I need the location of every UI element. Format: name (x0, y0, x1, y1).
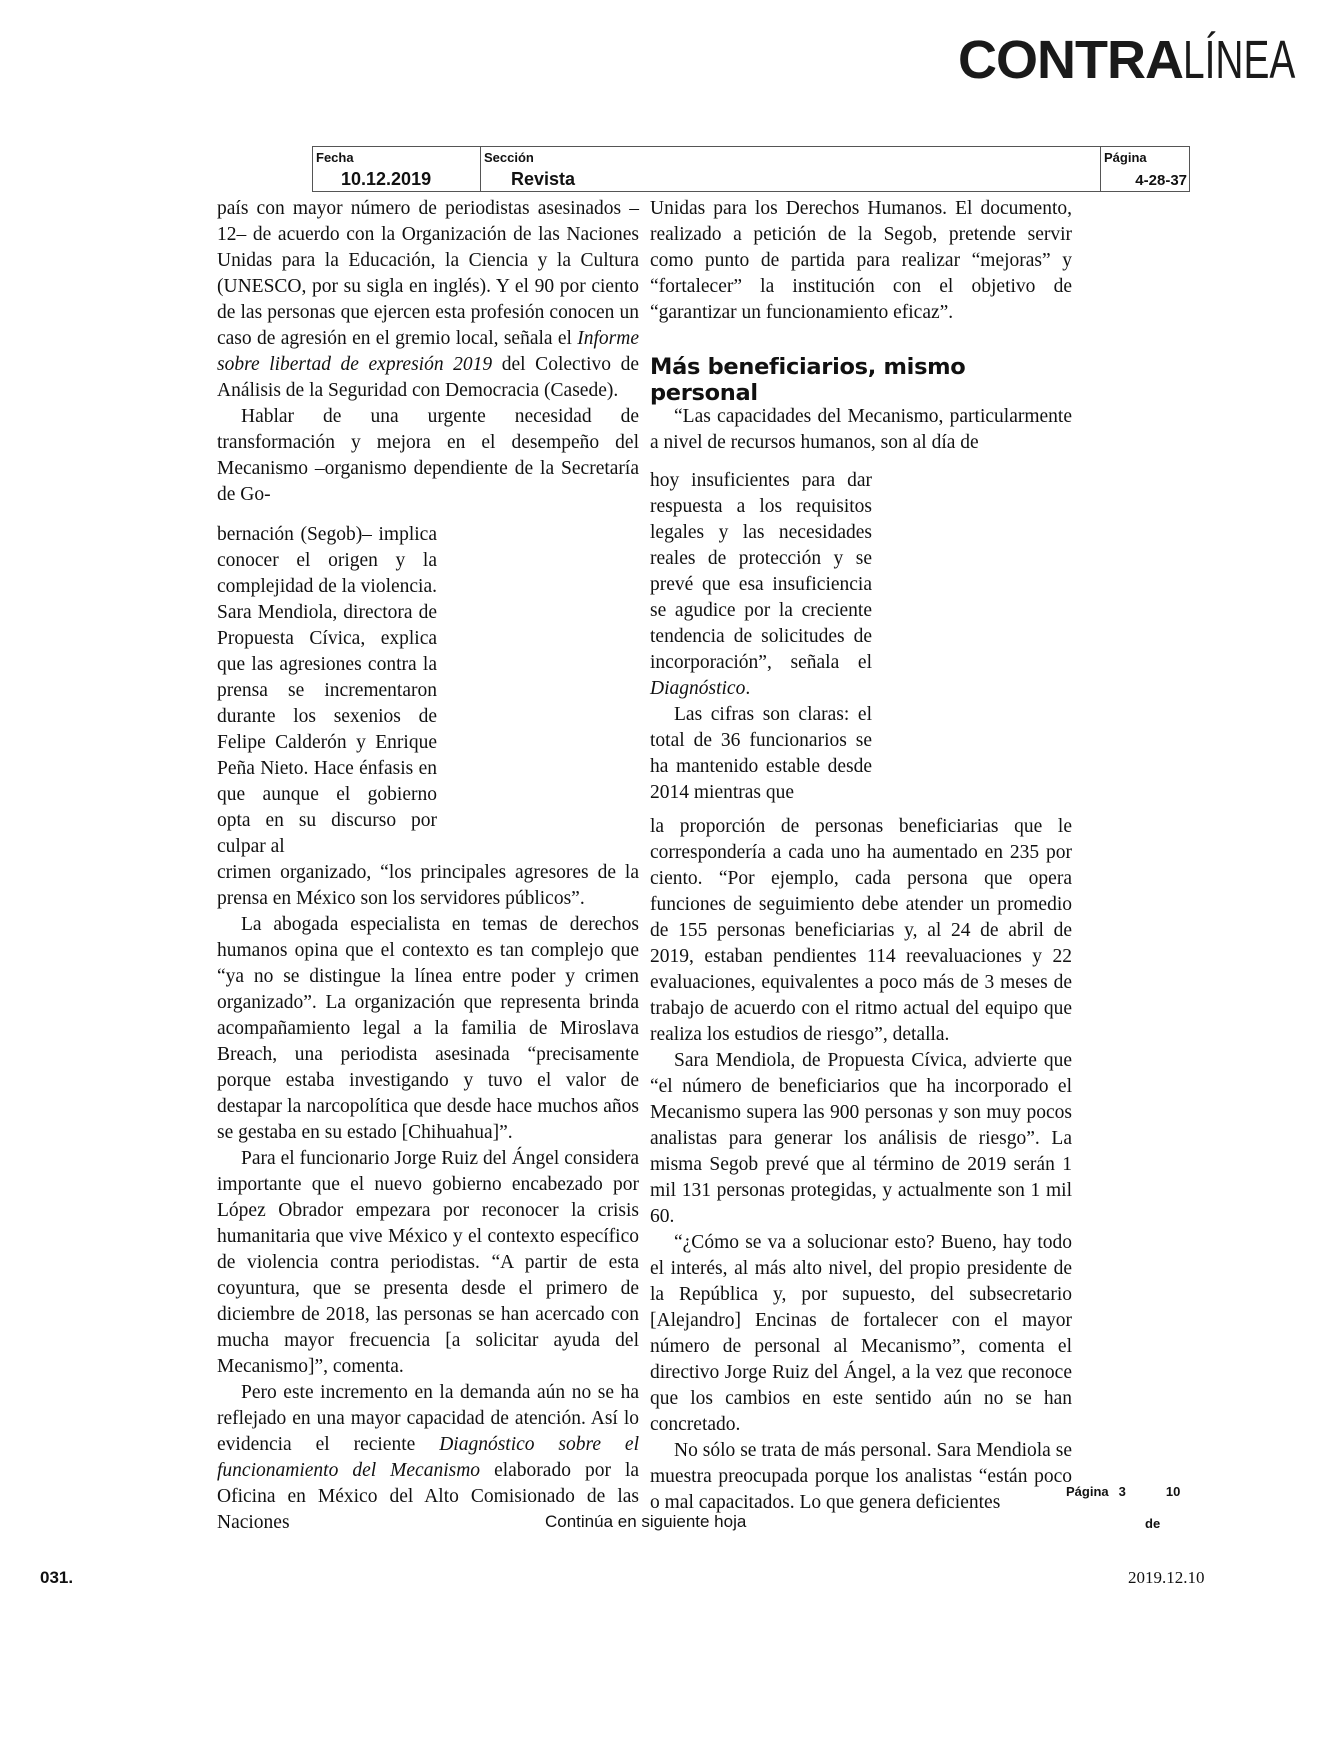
seccion-cell (481, 147, 1101, 191)
page-counter (1066, 1484, 1180, 1499)
paragraph: Pero este incremento en la demanda aún no se ha reflejado en una mayor capacidad de atención. Así lo evidencia el reciente Diagnóstico sobre el funcionamiento del Mecanismo elaborado por la Oficina en México del Alto Comisionado de las Naciones (217, 1382, 640, 1533)
article-col1-top (217, 196, 639, 508)
document-code: 031. (40, 1568, 74, 1587)
paragraph: hoy insuficientes para dar respuesta a los requisitos legales y las necesidades reales de protección y se prevé que esa insuficiencia se agudice por la creciente tendencia de solicitudes de incorporación”, señala el Diagnóstico. (650, 470, 872, 699)
pagina-value: 4-28-37 (1135, 172, 1187, 189)
subheading: Más beneficiarios, mismo personal (650, 354, 966, 406)
page-total: 10 (1165, 1484, 1181, 1499)
contralinea-logo (958, 30, 1339, 90)
logo-bold: CONTRA (958, 30, 1183, 90)
paragraph: la proporción de personas beneficiarias que le correspondería a cada uno ha aumentado en 235 por ciento. “Por ejemplo, cada persona que opera funciones de seguimiento debe atender un promedio de 155 personas beneficiarias y, al 24 de abril de 2019, estaban pendientes 114 reevaluaciones y 22 evaluaciones, equivalentes a poco más de 3 meses de trabajo de acuerdo con el ritmo actual del equipo que realiza los estudios de riesgo”, detalla. (650, 816, 1072, 1045)
paragraph: Las cifras son claras: el total de 36 funcionarios se ha mantenido estable desde 2014 mientras que (650, 704, 872, 803)
italic-title: Diagnóstico (650, 678, 746, 699)
fecha-value: 10.12.2019 (341, 169, 432, 189)
seccion-label: Sección (484, 150, 534, 165)
paragraph: Para el funcionario Jorge Ruiz del Ángel considera importante que el nuevo gobierno encabezado por López Obrador empezara por reconocer la crisis humanitaria que vive México y el contexto específico de violencia contra periodistas. “A partir de esta coyuntura, que se presenta desde el primero de diciembre de 2018, las personas se han acercado con mucha mayor frecuencia [a solicitar ayuda del Mecanismo]”, comenta. (217, 1148, 639, 1377)
italic-title: Diagnóstico sobre el funcionamiento del Mecanismo (217, 1434, 639, 1481)
paragraph: No sólo se trata de más personal. Sara Mendiola se muestra preocupada porque los analistas “están poco o mal capacitados. Lo que genera deficientes (650, 1440, 1072, 1513)
page-counter-label: Página (1066, 1484, 1109, 1499)
fecha-cell (313, 147, 481, 191)
paragraph: La abogada especialista en temas de derechos humanos opina que el contexto es tan complejo que “ya no se distingue la línea entre poder y crimen organizado”. La organización que representa brinda acompañamiento legal a la familia de Miroslava Breach, una periodista asesinada “precisamente porque estaba investigando y tuvo el valor de destapar la narcopolítica que desde hace muchos años se gestaba en su estado [Chihuahua]”. (217, 914, 639, 1143)
article-col1-narrow (217, 522, 437, 860)
article-col1-bottom (217, 860, 639, 1536)
paragraph: “¿Cómo se va a solucionar esto? Bueno, hay todo el interés, al más alto nivel, del propio presidente de la República y, por supuesto, del subsecretario [Alejandro] Encinas de fortalecer con el mayor número de personal al Mecanismo”, comenta el directivo Jorge Ruiz del Ángel, a la vez que reconoce que los cambios en este sentido aún no se han concretado. (650, 1232, 1072, 1435)
italic-title: Informe sobre libertad de expresión 2019 (217, 328, 640, 375)
pagina-label: Página (1104, 150, 1147, 165)
paragraph: Sara Mendiola, de Propuesta Cívica, advierte que “el número de beneficiarios que ha incorporado el Mecanismo supera las 900 personas y son muy pocos analistas para generar los análisis de riesgo”. La misma Segob prevé que al término de 2019 serán 1 mil 131 personas protegidas, y actualmente son 1 mil 60. (650, 1050, 1072, 1227)
page-counter-de: de (1145, 1516, 1161, 1531)
logo-light: LÍNEA (1182, 30, 1296, 90)
paragraph: bernación (Segob)– implica conocer el origen y la complejidad de la violencia. Sara Mendiola, directora de Propuesta Cívica, explica que las agresiones contra la prensa se incrementaron durante los sexenios de Felipe Calderón y Enrique Peña Nieto. Hace énfasis en que aunque el gobierno opta en su discurso por culpar al (217, 524, 437, 857)
paragraph: país con mayor número de periodistas asesinados –12– de acuerdo con la Organización de las Naciones Unidas para la Educación, la Ciencia y la Cultura (UNESCO, por su sigla en inglés). Y el 90 por ciento de las personas que ejercen esta profesión conocen un caso de agresión en el gremio local, señala el Informe sobre libertad de expresión 2019 del Colectivo de Análisis de la Seguridad con Democracia (Casede). (217, 198, 640, 401)
paragraph: Hablar de una urgente necesidad de transformación y mejora en el desempeño del Mecanismo –organismo dependiente de la Secretaría de Go- (217, 406, 639, 505)
paragraph: Unidas para los Derechos Humanos. El documento, realizado a petición de la Segob, pretende servir como punto de partida para realizar “mejoras” y “fortalecer” la institución con el objetivo de “garantizar un funcionamiento eficaz”. (650, 198, 1072, 323)
paragraph: crimen organizado, “los principales agresores de la prensa en México son los servidores públicos”. (217, 862, 639, 909)
continues-note: Continúa en siguiente hoja (545, 1512, 747, 1531)
article-col2-top (650, 196, 1072, 326)
article-col2-narrow (650, 468, 872, 806)
article-col2-after-subhead (650, 404, 1072, 456)
metadata-header (312, 146, 1190, 192)
paragraph: “Las capacidades del Mecanismo, particularmente a nivel de recursos humanos, son al día de (650, 406, 1072, 453)
fecha-label: Fecha (316, 150, 354, 165)
pagina-cell (1101, 147, 1189, 191)
article-col2-bottom (650, 814, 1072, 1516)
document-date: 2019.12.10 (1128, 1568, 1205, 1587)
page-number: 3 (1118, 1484, 1126, 1499)
seccion-value: Revista (511, 169, 576, 189)
